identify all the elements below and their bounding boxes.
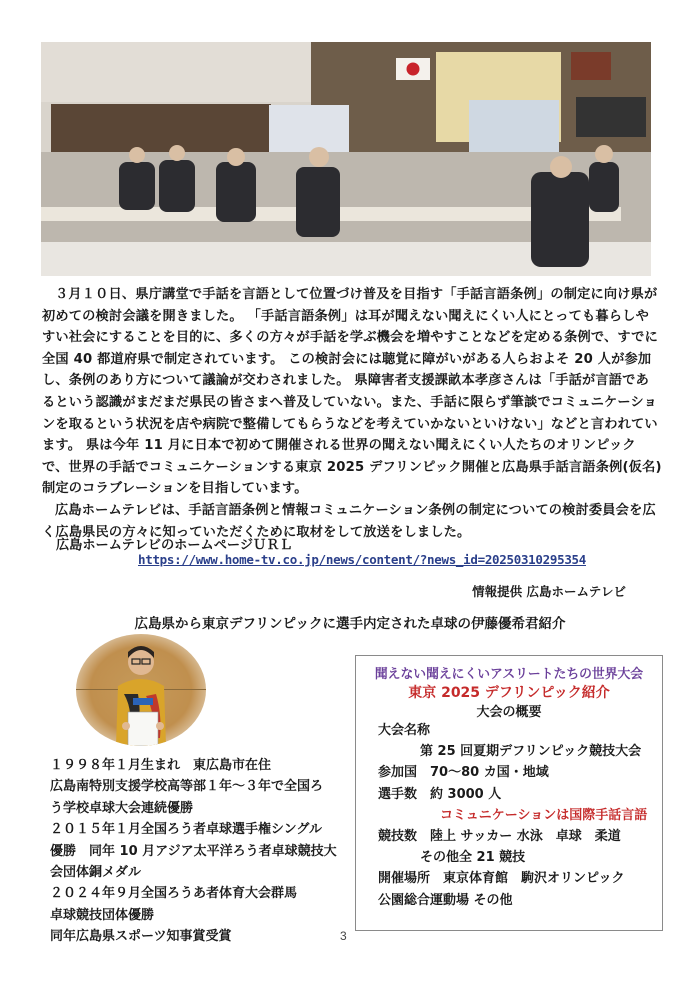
bio-line: ２０１５年１月全国ろう者卓球選手権シングル (50, 822, 323, 838)
meeting-photo (41, 42, 651, 276)
info-credit: 情報提供 広島ホームテレビ (472, 584, 626, 599)
bio-line: 卓球競技団体優勝 (50, 907, 155, 923)
participating-countries: 参加国 70～80 カ国・地域 (378, 765, 549, 781)
bio-line: 同年広島県スポーツ知事賞受賞 (50, 929, 232, 945)
bio-line: う学校卓球大会連続優勝 (50, 800, 194, 816)
bio-line: 会団体銅メダル (50, 865, 142, 881)
bio-line: ２０２４年９月全国ろうあ者体育大会群馬 (50, 886, 298, 902)
bio-line: １９９８年１月生まれ 東広島市在住 (50, 758, 272, 773)
bio-line: 優勝 同年 10 月アジア太平洋ろう者卓球競技大 (50, 843, 337, 859)
venue-line-1: 開催場所 東京体育館 駒沢オリンピック (378, 871, 625, 887)
article-paragraph-1: ３月１０日、県庁講堂で手話を言語として位置づけ普及を目指す「手話言語条例」の制定に向け県が初めての検討会議を開きました。 「手話言語条例」は耳が聞えない聞えにくい人にとっても暮らしやすい社会にすることを目的に、多くの方々が手話を学ぶ機会を増やすことなどを定める条例で、すでに全国 40 都道府県で制定されています。 この検討会には聴覚に障がいがある人らおよそ 20 人が参加し、条例のあり方について議論が交わされました。 県障害者支援課畝本孝彦さんは「手話が言語であるという認識がまだまだ県民の皆さまへ普及していない。また、手話に限らず筆談でコミュニケーションを取るという状況を店や病院で整備してもらうなどを考えていかないといけない」などと言われています。 県は今年 11 月に日本で初めて開催される世界の聞えない聞えにくい人たちのオリンピックで、世界の手話でコミュニケーションする東京 2025 デフリンピック開催と広島県手話言語条例(仮名)制定のコラブレーションを目指しています。 (42, 287, 662, 497)
events-line-1: 競技数 陸上 サッカー 水泳 卓球 柔道 (378, 829, 621, 845)
event-name-label: 大会名称 (378, 723, 431, 738)
box-heading-overview: 大会の概要 (476, 705, 542, 720)
communication-note: コミュニケーションは国際手話言語 (440, 807, 648, 823)
overview-details (378, 720, 658, 911)
venue-line-2: 公園総合運動場 その他 (378, 892, 513, 908)
article-body (42, 284, 662, 543)
deaflympics-info-box (355, 655, 663, 931)
homepage-url-label: 広島ホームテレビのホームページＵＲＬ (56, 538, 293, 553)
box-heading-deaflympics: 東京 2025 デフリンピック紹介 (408, 685, 610, 701)
athlete-section-title: 広島県から東京デフリンピックに選手内定された卓球の伊藤優希君紹介 (134, 616, 566, 632)
events-line-2: その他全 21 競技 (420, 850, 526, 866)
athlete-portrait (76, 634, 206, 746)
event-name-value: 第 25 回夏期デフリンピック競技大会 (420, 744, 642, 760)
homepage-url-link[interactable]: https://www.home-tv.co.jp/news/content/?news_id=20250310295354 (138, 552, 586, 567)
athlete-bio (50, 755, 340, 948)
bio-line: 広島南特別支援学校高等部１年～３年で全国ろ (50, 779, 324, 795)
athlete-photo-image (76, 634, 206, 746)
meeting-room-image (41, 42, 651, 276)
page-number: 3 (340, 929, 347, 943)
article-paragraph-2: 広島ホームテレビは、手話言語条例と情報コミュニケーション条例の制定についての検討委員会を広く広島県民の方々に知っていただくために取材をして放送をしました。 (42, 502, 656, 540)
box-heading-world-games: 聞えない聞えにくいアスリートたちの世界大会 (374, 667, 644, 682)
athlete-count: 選手数 約 3000 人 (378, 786, 502, 802)
